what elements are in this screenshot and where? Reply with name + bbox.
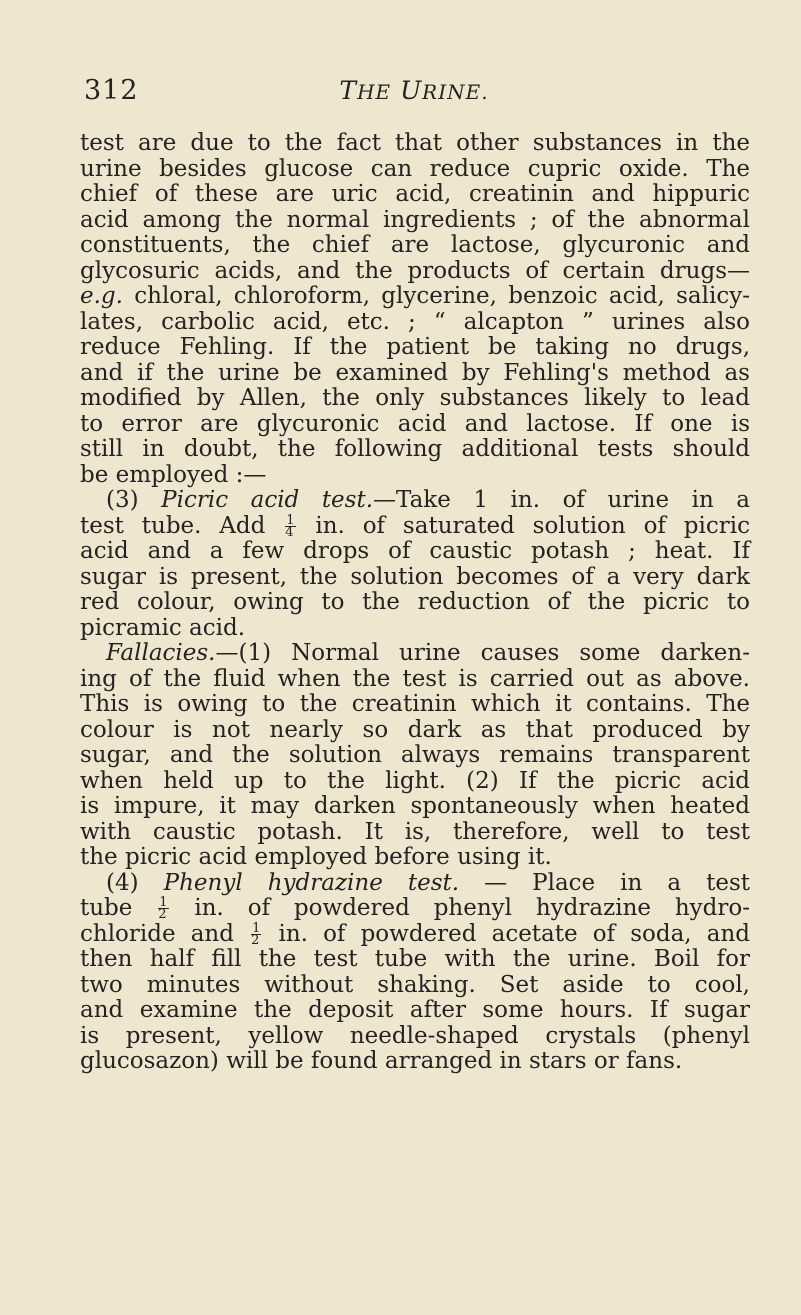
text-line: test tube. Add $\frac{1}{4}$ in. of saturated solution of picric: [80, 512, 750, 540]
running-title: [84, 73, 744, 110]
text-line: then half fill the test tube with the urine. Boil for: [80, 946, 750, 972]
text-line: is present, yellow needle-shaped crystals (phenyl: [80, 1022, 750, 1049]
section-heading-phenyl: (4) Phenyl hydrazine test. — Place in a test: [106, 869, 751, 896]
text-line: reduce Fehling. If the patient be taking no drugs,: [80, 334, 750, 360]
text-line: sugar, and the solution always remains transparent: [80, 742, 750, 768]
text-line: chloride and $\frac{1}{2}$ in. of powdered acetate of soda, and: [80, 920, 750, 948]
text-line: glucosazon) will be found arranged in stars or fans.: [80, 1048, 683, 1074]
text-line: ing of the fluid when the test is carried out as above.: [80, 665, 750, 692]
text-line: lates, carbolic acid, etc. ; “ alcapton ” urines also: [80, 308, 750, 335]
running-head: [84, 73, 744, 113]
text-line: This is owing to the creatinin which it contains. The: [80, 691, 750, 717]
text-line: glycosuric acids, and the products of certain drugs—: [80, 257, 750, 284]
fraction-quarter: $\frac{1}{4}$: [285, 512, 295, 540]
text-line: still in doubt, the following additional tests should: [80, 436, 750, 462]
page-number: 312: [84, 75, 139, 106]
text-line: colour is not nearly so dark as that produced by: [80, 716, 750, 743]
text-line: acid and a few drops of caustic potash ; heat. If: [80, 538, 750, 564]
text-line: the picric acid employed before using it.: [80, 844, 552, 870]
text-line: picramic acid.: [80, 614, 246, 641]
text-line: to error are glycuronic acid and lactose. If one is: [80, 410, 750, 437]
text-line: tube $\frac{1}{2}$ in. of powdered phenyl hydrazine hydro-: [80, 895, 751, 922]
text-line: and if the urine be examined by Fehling's method as: [80, 359, 750, 386]
text-line: when held up to the light. (2) If the picric acid: [80, 767, 750, 794]
text-line: constituents, the chief are lactose, glycuronic and: [80, 232, 750, 258]
italic-picric-acid-test: Picric acid test.: [161, 487, 374, 513]
text-line: red colour, owing to the reduction of the picric to: [80, 589, 750, 615]
text-line: with caustic potash. It is, therefore, well to test: [80, 818, 750, 845]
italic-phenyl-hydrazine-test: Phenyl hydrazine test.: [163, 869, 460, 896]
italic-eg: e.g.: [80, 283, 123, 309]
text-line: sugar is present, the solution becomes of a very dark: [80, 563, 750, 590]
section-heading-picric: (3) Picric acid test.—Take 1 in. of urine in a: [106, 487, 751, 513]
text-line: modified by Allen, the only substances likely to lead: [80, 385, 750, 411]
text-line: acid among the normal ingredients ; of the abnormal: [80, 206, 750, 233]
text-line: two minutes without shaking. Set aside to cool,: [80, 971, 750, 998]
text-line: chief of these are uric acid, creatinin and hippuric: [80, 181, 750, 207]
text-line: urine besides glucose can reduce cupric oxide. The: [80, 155, 750, 182]
text-line: is impure, it may darken spontaneously when heated: [80, 793, 750, 819]
running-title-urine: URINE.: [400, 76, 489, 105]
fraction-half: $\frac{1}{2}$: [251, 920, 261, 948]
text-line: e.g. chloral, chloroform, glycerine, benzoic acid, salicy-: [80, 283, 750, 309]
fraction-half: $\frac{1}{2}$: [158, 895, 168, 922]
fallacies-paragraph-start: Fallacies.—(1) Normal urine causes some darken-: [106, 640, 750, 666]
body-text: [80, 131, 750, 1075]
text-line: test are due to the fact that other substances in the: [80, 130, 750, 156]
text-line: be employed :—: [80, 461, 267, 488]
running-title-the: THE: [339, 76, 392, 105]
text-line: and examine the deposit after some hours. If sugar: [80, 997, 750, 1023]
italic-fallacies: Fallacies.: [106, 640, 216, 666]
